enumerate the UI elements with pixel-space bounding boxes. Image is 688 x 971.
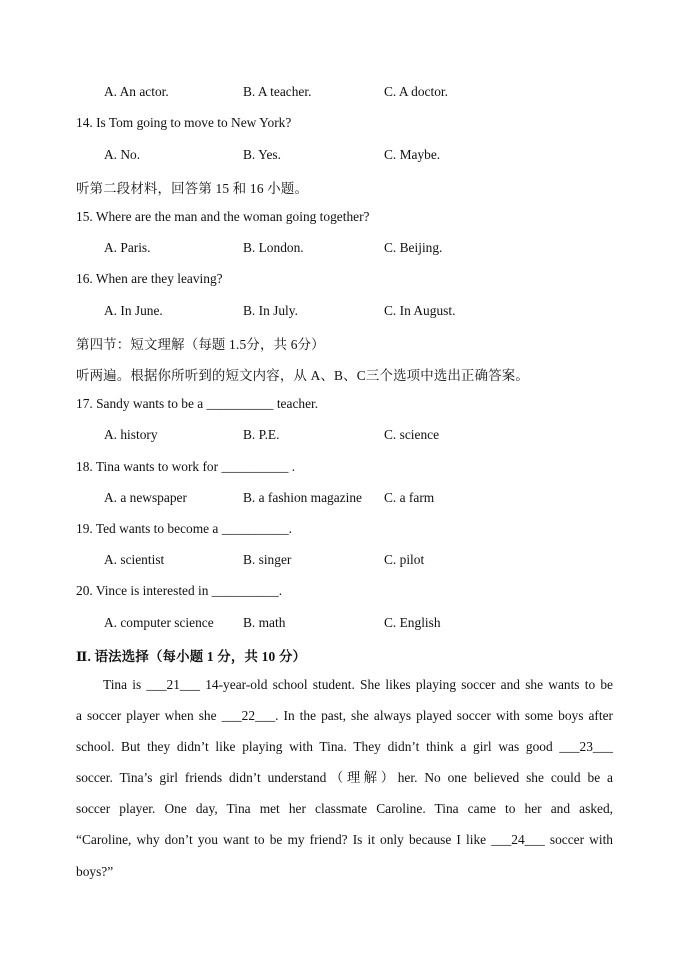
passage-line: “Caroline, why don’t you want to be my friend? Is it only because I like ___24___ soccer with bbox=[76, 832, 613, 847]
passage-line: boys?” bbox=[76, 864, 114, 879]
q13-option-b: B. A teacher. bbox=[243, 84, 312, 99]
q18-text: 18. Tina wants to work for __________ . bbox=[76, 459, 296, 474]
q14-option-c: C. Maybe. bbox=[384, 147, 441, 162]
q15-option-a: A. Paris. bbox=[104, 240, 151, 255]
q18-option-a: A. a newspaper bbox=[104, 490, 187, 505]
passage-line: soccer player. One day, Tina met her classmate Caroline. Tina came to her and asked, bbox=[76, 801, 613, 816]
q19-option-b: B. singer bbox=[243, 552, 292, 567]
q19-option-a: A. scientist bbox=[104, 552, 165, 567]
q15-option-b: B. London. bbox=[243, 240, 304, 255]
part4-instruction: 听两遍。根据你所听到的短文内容，从 A、B、C三个选项中选出正确答案。 bbox=[76, 368, 529, 383]
passage-line: Tina is ___21___ 14-year-old school student. She likes playing soccer and she wants to be bbox=[103, 677, 613, 692]
q20-text: 20. Vince is interested in __________. bbox=[76, 583, 283, 598]
q13-option-a: A. An actor. bbox=[104, 84, 169, 99]
section2-instruction: 听第二段材料，回答第 15 和 16 小题。 bbox=[76, 181, 309, 196]
q18-option-b: B. a fashion magazine bbox=[243, 490, 362, 505]
q18-option-c: C. a farm bbox=[384, 490, 435, 505]
passage-line: school. But they didn’t like playing with Tina. They didn’t think a girl was good ___23___ bbox=[76, 739, 613, 754]
q15-text: 15. Where are the man and the woman going together? bbox=[76, 209, 370, 224]
q17-option-c: C. science bbox=[384, 427, 440, 442]
q20-option-b: B. math bbox=[243, 615, 286, 630]
q14-option-a: A. No. bbox=[104, 147, 141, 162]
q14-text: 14. Is Tom going to move to New York? bbox=[76, 115, 292, 130]
q16-option-c: C. In August. bbox=[384, 303, 456, 318]
q16-option-b: B. In July. bbox=[243, 303, 298, 318]
q17-option-b: B. P.E. bbox=[243, 427, 280, 442]
q14-option-b: B. Yes. bbox=[243, 147, 281, 162]
passage-line: a soccer player when she ___22___. In the past, she always played soccer with some boys after bbox=[76, 708, 613, 723]
q20-option-a: A. computer science bbox=[104, 615, 214, 630]
q13-option-c: C. A doctor. bbox=[384, 84, 448, 99]
q19-text: 19. Ted wants to become a __________. bbox=[76, 521, 293, 536]
q15-option-c: C. Beijing. bbox=[384, 240, 443, 255]
grammar-section-title: Ⅱ. 语法选择（每小题 1 分，共 10 分） bbox=[76, 649, 307, 664]
q19-option-c: C. pilot bbox=[384, 552, 425, 567]
part4-title: 第四节：短文理解（每题 1.5分，共 6分） bbox=[76, 337, 325, 352]
q17-option-a: A. history bbox=[104, 427, 158, 442]
q16-text: 16. When are they leaving? bbox=[76, 271, 223, 286]
q16-option-a: A. In June. bbox=[104, 303, 163, 318]
q20-option-c: C. English bbox=[384, 615, 441, 630]
passage-line: soccer. Tina’s girl friends didn’t understand（理解）her. No one believed she could be a bbox=[76, 770, 613, 785]
q17-text: 17. Sandy wants to be a __________ teacher. bbox=[76, 396, 319, 411]
